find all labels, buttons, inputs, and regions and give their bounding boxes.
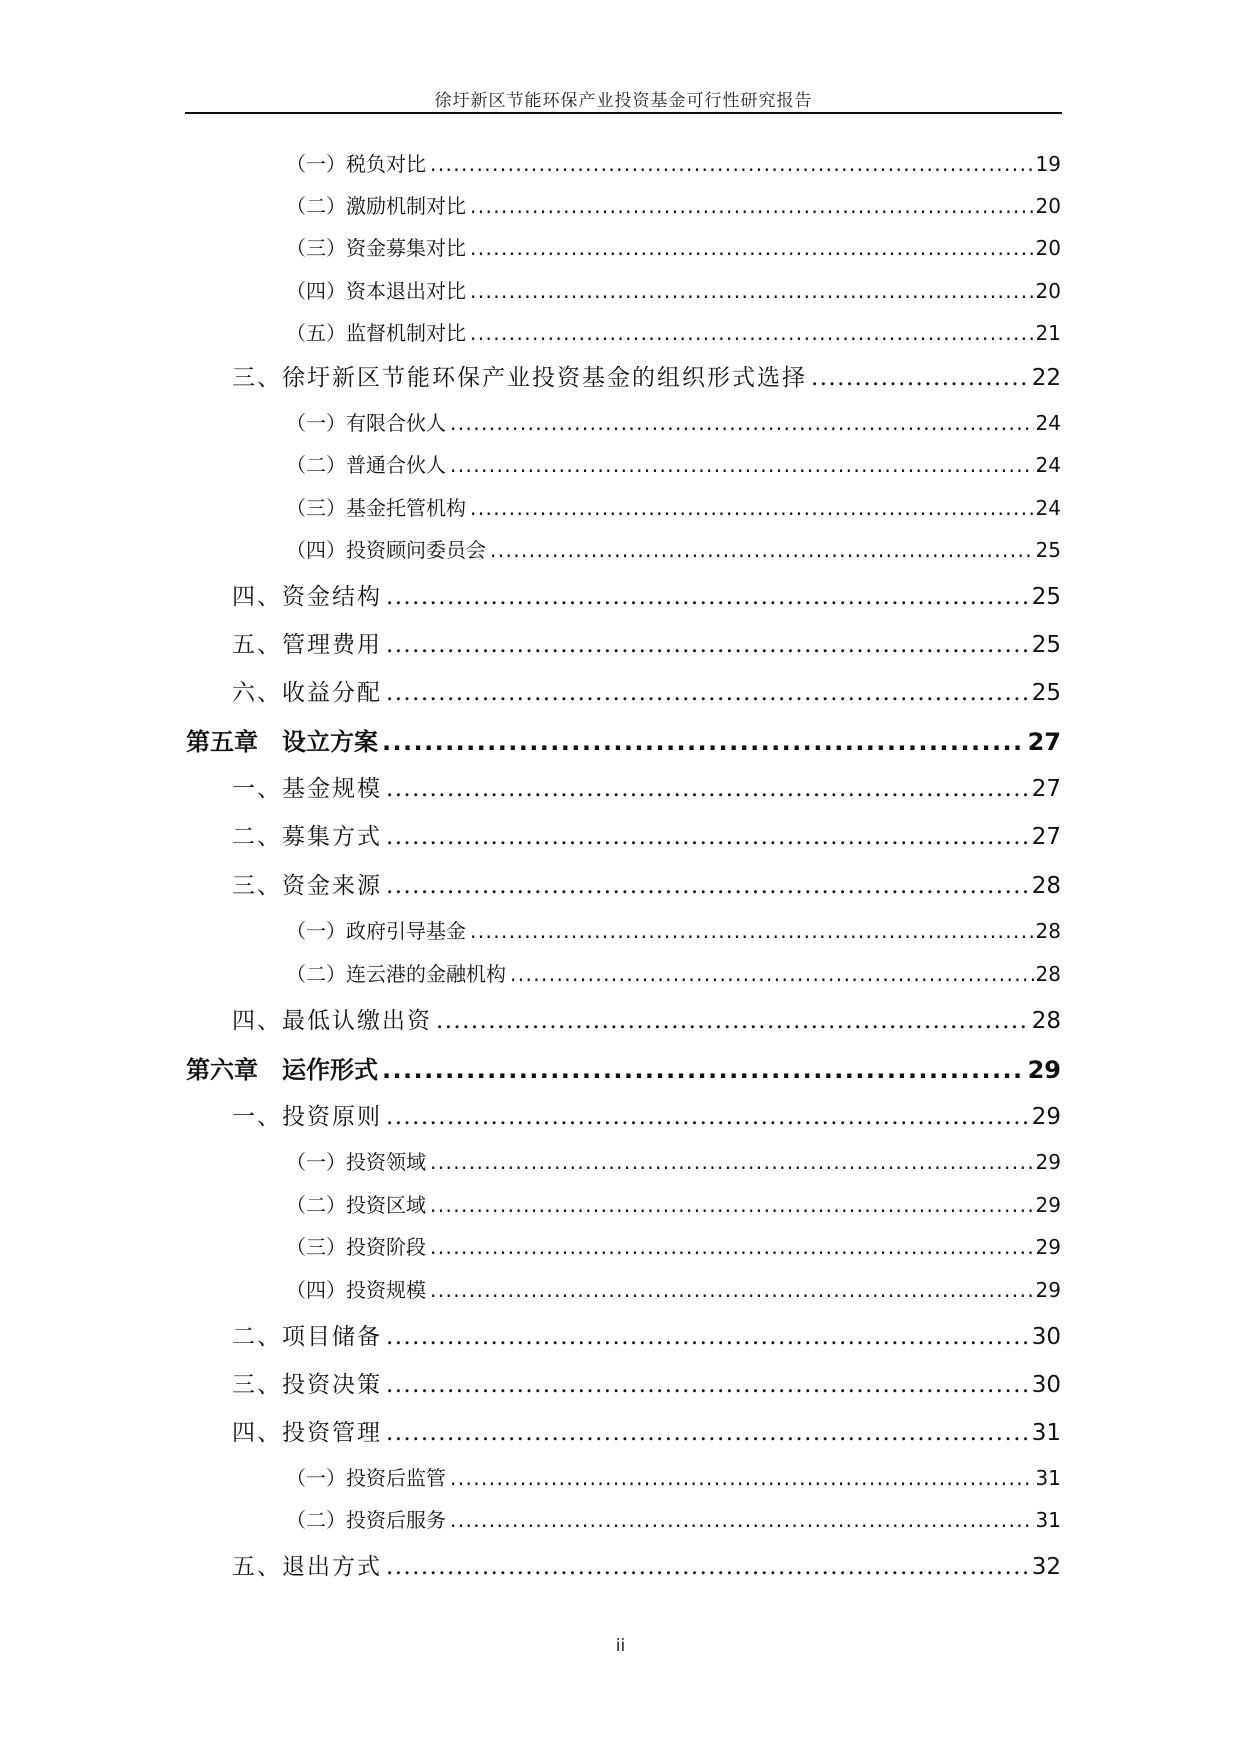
- toc-entry[interactable]: [232, 1002, 1061, 1035]
- toc-entry-page: 27: [1031, 776, 1061, 802]
- toc-entry-page: 28: [1035, 919, 1061, 943]
- toc-leader-dots: [470, 236, 1034, 260]
- toc-entry[interactable]: [286, 534, 1061, 563]
- toc-leader-dots: [430, 1235, 1034, 1259]
- toc-entry-label: 三、资金来源: [232, 873, 382, 899]
- toc-entry[interactable]: [286, 1274, 1061, 1303]
- toc-entry[interactable]: [286, 1504, 1061, 1533]
- toc-entry-label: 三、徐圩新区节能环保产业投资基金的组织形式选择: [232, 365, 807, 391]
- toc-entry-label: （一）投资后监管: [286, 1466, 446, 1490]
- toc-entry-page: 25: [1035, 538, 1061, 562]
- toc-entry[interactable]: [286, 232, 1061, 261]
- toc-entry-page: 24: [1035, 453, 1061, 477]
- toc-leader-dots: [470, 194, 1034, 218]
- toc-entry[interactable]: [186, 722, 1061, 757]
- toc-leader-dots: [386, 873, 1030, 899]
- toc-entry-label: （一）政府引导基金: [286, 919, 466, 943]
- toc-entry-label: 第五章 设立方案: [186, 728, 378, 756]
- toc-entry-page: 24: [1035, 411, 1061, 435]
- toc-entry-page: 25: [1031, 680, 1061, 706]
- toc-entry-page: 25: [1031, 584, 1061, 610]
- toc-entry-label: （三）投资阶段: [286, 1235, 426, 1259]
- toc-entry[interactable]: [286, 148, 1061, 177]
- toc-entry-page: 20: [1035, 279, 1061, 303]
- toc-entry-page: 24: [1035, 496, 1061, 520]
- toc-leader-dots: [450, 1466, 1034, 1490]
- toc-entry[interactable]: [286, 190, 1061, 219]
- toc-leader-dots: [386, 632, 1030, 658]
- toc-leader-dots: [386, 776, 1030, 802]
- toc-entry[interactable]: [232, 1318, 1061, 1351]
- toc-entry-label: （二）普通合伙人: [286, 453, 446, 477]
- toc-entry[interactable]: [232, 1414, 1061, 1447]
- toc-entry-page: 25: [1031, 632, 1061, 658]
- toc-entry-label: 二、项目储备: [232, 1324, 382, 1350]
- toc-leader-dots: [430, 1150, 1034, 1174]
- toc-entry-label: （三）资金募集对比: [286, 236, 466, 260]
- toc-leader-dots: [382, 1056, 1026, 1084]
- toc-entry[interactable]: [286, 1146, 1061, 1175]
- toc-entry-page: 30: [1031, 1324, 1061, 1350]
- toc-entry[interactable]: [232, 626, 1061, 659]
- toc-entry-page: 27: [1031, 824, 1061, 850]
- toc-entry[interactable]: [286, 407, 1061, 436]
- toc-entry-label: （三）基金托管机构: [286, 496, 466, 520]
- toc-entry-page: 22: [1031, 365, 1061, 391]
- toc-leader-dots: [386, 1420, 1030, 1446]
- toc-entry-label: 四、资金结构: [232, 584, 382, 610]
- toc-entry-page: 29: [1035, 1235, 1061, 1259]
- toc-leader-dots: [470, 919, 1034, 943]
- toc-entry-page: 31: [1035, 1466, 1061, 1490]
- toc-entry-label: （二）激励机制对比: [286, 194, 466, 218]
- toc-entry-page: 29: [1027, 1056, 1061, 1084]
- toc-leader-dots: [811, 365, 1030, 391]
- toc-entry-page: 28: [1031, 1008, 1061, 1034]
- toc-entry-page: 20: [1035, 194, 1061, 218]
- toc-leader-dots: [386, 584, 1030, 610]
- page-number: ii: [615, 1636, 626, 1656]
- toc-entry[interactable]: [286, 958, 1061, 987]
- toc-entry[interactable]: [286, 449, 1061, 478]
- toc-entry-page: 29: [1035, 1278, 1061, 1302]
- toc-leader-dots: [386, 680, 1030, 706]
- toc-leader-dots: [386, 1554, 1030, 1580]
- toc-entry[interactable]: [186, 1050, 1061, 1085]
- toc-leader-dots: [386, 824, 1030, 850]
- toc-entry-label: 四、最低认缴出资: [232, 1008, 432, 1034]
- toc-entry-page: 30: [1031, 1372, 1061, 1398]
- toc-entry-page: 27: [1027, 728, 1061, 756]
- toc-entry-page: 21: [1035, 321, 1061, 345]
- toc-entry[interactable]: [286, 1231, 1061, 1260]
- running-header-title: 徐圩新区节能环保产业投资基金可行性研究报告: [434, 91, 813, 111]
- toc-leader-dots: [386, 1372, 1030, 1398]
- toc-entry-label: （一）税负对比: [286, 152, 426, 176]
- toc-entry-page: 19: [1035, 152, 1061, 176]
- toc-leader-dots: [430, 1278, 1034, 1302]
- toc-leader-dots: [386, 1104, 1030, 1130]
- toc-entry-page: 28: [1035, 962, 1061, 986]
- toc-entry-page: 29: [1035, 1150, 1061, 1174]
- toc-entry[interactable]: [286, 492, 1061, 521]
- toc-leader-dots: [470, 321, 1034, 345]
- toc-entry[interactable]: [232, 674, 1061, 707]
- toc-entry-page: 28: [1031, 873, 1061, 899]
- toc-leader-dots: [386, 1324, 1030, 1350]
- toc-entry-label: 四、投资管理: [232, 1420, 382, 1446]
- toc-leader-dots: [430, 152, 1034, 176]
- toc-entry[interactable]: [232, 1366, 1061, 1399]
- toc-entry[interactable]: [286, 317, 1061, 346]
- toc-entry-label: 二、募集方式: [232, 824, 382, 850]
- toc-entry-page: 32: [1031, 1554, 1061, 1580]
- toc-entry-label: （二）投资后服务: [286, 1508, 446, 1532]
- toc-leader-dots: [470, 279, 1034, 303]
- toc-entry[interactable]: [286, 915, 1061, 944]
- toc-entry-page: 20: [1035, 236, 1061, 260]
- toc-entry-page: 29: [1035, 1193, 1061, 1217]
- toc-leader-dots: [382, 728, 1026, 756]
- toc-entry-label: 三、投资决策: [232, 1372, 382, 1398]
- toc-entry-label: 一、基金规模: [232, 776, 382, 802]
- toc-leader-dots: [436, 1008, 1030, 1034]
- toc-entry[interactable]: [232, 867, 1061, 900]
- toc-entry-label: 五、退出方式: [232, 1554, 382, 1580]
- toc-entry[interactable]: [232, 578, 1061, 611]
- toc-entry-page: 29: [1031, 1104, 1061, 1130]
- toc-leader-dots: [490, 538, 1034, 562]
- toc-leader-dots: [450, 453, 1034, 477]
- toc-entry-page: 31: [1035, 1508, 1061, 1532]
- toc-leader-dots: [450, 411, 1034, 435]
- toc-entry[interactable]: [286, 275, 1061, 304]
- toc-entry-label: 一、投资原则: [232, 1104, 382, 1130]
- toc-entry[interactable]: [232, 359, 1061, 392]
- toc-leader-dots: [430, 1193, 1034, 1217]
- toc-entry-label: 六、收益分配: [232, 680, 382, 706]
- toc-entry[interactable]: [286, 1189, 1061, 1218]
- toc-leader-dots: [470, 496, 1034, 520]
- toc-entry-label: 第六章 运作形式: [186, 1056, 378, 1084]
- toc-entry-label: （四）资本退出对比: [286, 279, 466, 303]
- toc-entry[interactable]: [232, 770, 1061, 803]
- toc-entry-label: （二）连云港的金融机构: [286, 962, 506, 986]
- toc-entry-label: （四）投资顾问委员会: [286, 538, 486, 562]
- toc-entry-page: 31: [1031, 1420, 1061, 1446]
- toc-entry-label: （一）有限合伙人: [286, 411, 446, 435]
- toc-entry-label: （四）投资规模: [286, 1278, 426, 1302]
- toc-entry-label: （一）投资领域: [286, 1150, 426, 1174]
- toc-entry[interactable]: [232, 1098, 1061, 1131]
- toc-leader-dots: [450, 1508, 1034, 1532]
- toc-entry-label: （五）监督机制对比: [286, 321, 466, 345]
- toc-leader-dots: [510, 962, 1034, 986]
- toc-entry[interactable]: [232, 1548, 1061, 1581]
- toc-entry-label: 五、管理费用: [232, 632, 382, 658]
- toc-entry[interactable]: [232, 818, 1061, 851]
- toc-entry[interactable]: [286, 1462, 1061, 1491]
- toc-entry-label: （二）投资区域: [286, 1193, 426, 1217]
